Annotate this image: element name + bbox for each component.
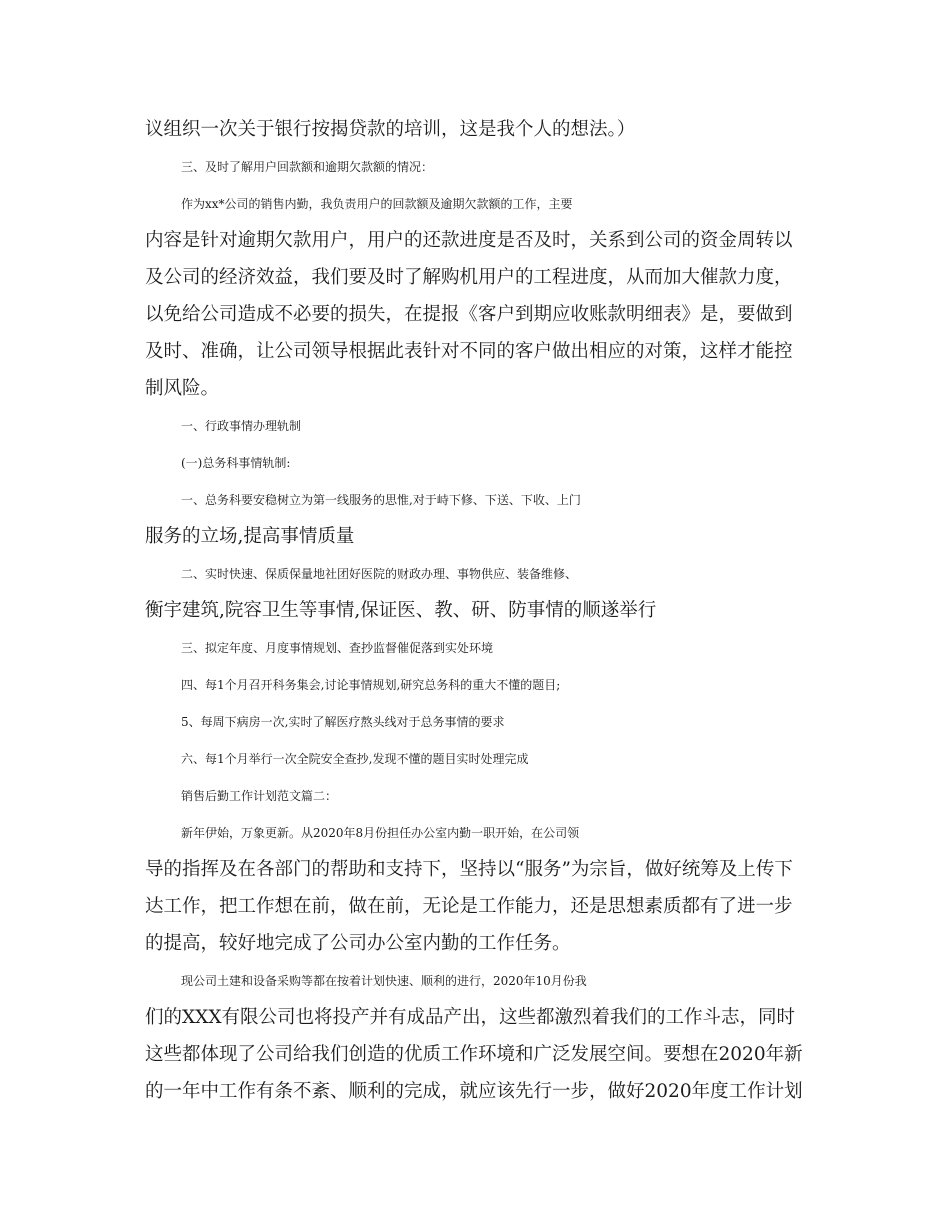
text-line: 三、拟定年度、月度事情规划、查抄监督催促落到实处环境 [181,641,494,655]
text-line: 议组织一次关于银行按揭贷款的培训，这是我个人的想法。） [145,119,636,140]
text-line: 这些都体现了公司给我们创造的优质工作环境和广泛发展空间。要想在2020年新 [145,1044,803,1065]
text-line: 内容是针对逾期欠款用户，用户的还款进度是否及时，关系到公司的资金周转以 [145,230,793,251]
text-line: 们的XXX有限公司也将投产并有成品产出，这些都激烈着我们的工作斗志，同时 [145,1007,796,1028]
text-line: 及时、准确，让公司领导根据此表针对不同的客户做出相应的对策，这样才能控 [145,341,793,362]
text-line: 一、总务科要安稳树立为第一线服务的思惟,对于峙下修、下送、下收、上门 [181,493,581,507]
section-heading: 销售后勤工作计划范文篇二： [181,789,338,803]
text-line: 制风险。 [145,378,220,399]
text-line: 二、实时快速、保质保量地社团好医院的财政办理、事物供应、装备维修、 [181,567,578,581]
text-line: 四、每1个月召开科务集会,讨论事情规划,研究总务科的重大不懂的题目; [181,678,561,692]
text-line: 现公司土建和设备采购等都在按着计划快速、顺利的进行，2020年10月份我 [181,974,587,988]
text-line: 服务的立场,提高事情质量 [145,526,355,547]
text-line: 及公司的经济效益，我们要及时了解购机用户的工程进度，从而加大催款力度， [145,267,793,288]
text-line: 六、每1个月举行一次全院安全查抄,发现不懂的题目实时处理完成 [181,752,529,766]
text-line: 以免给公司造成不必要的损失，在提报《客户到期应收账款明细表》是，要做到 [145,304,793,325]
text-line: 作为xx*公司的销售内勤，我负责用户的回款额及逾期欠款额的工作，主要 [181,197,573,211]
subsection-heading: (一)总务科事情轨制: [181,456,291,470]
text-line: 达工作，把工作想在前，做在前，无论是工作能力，还是思想素质都有了进一步 [145,896,793,917]
section-heading: 一、行政事情办理轨制 [181,419,302,433]
text-line: 的一年中工作有条不紊、顺利的完成，就应该先行一步，做好2020年度工作计划 [145,1081,803,1102]
section-heading: 三、及时了解用户回款额和逾期欠款额的情况： [181,160,434,174]
text-line: 的提高，较好地完成了公司办公室内勤的工作任务。 [145,933,571,954]
text-line: 导的指挥及在各部门的帮助和支持下，坚持以“服务”为宗旨，做好统筹及上传下 [145,859,793,880]
text-line: 衡宇建筑,院容卫生等事情,保证医、教、研、防事情的顺遂举行 [145,600,657,621]
text-line: 5、每周下病房一次,实时了解医疗熬头线对于总务事情的要求 [181,715,505,729]
text-line: 新年伊始，万象更新。从2020年8月份担任办公室内勤一职开始，在公司领 [181,826,580,840]
